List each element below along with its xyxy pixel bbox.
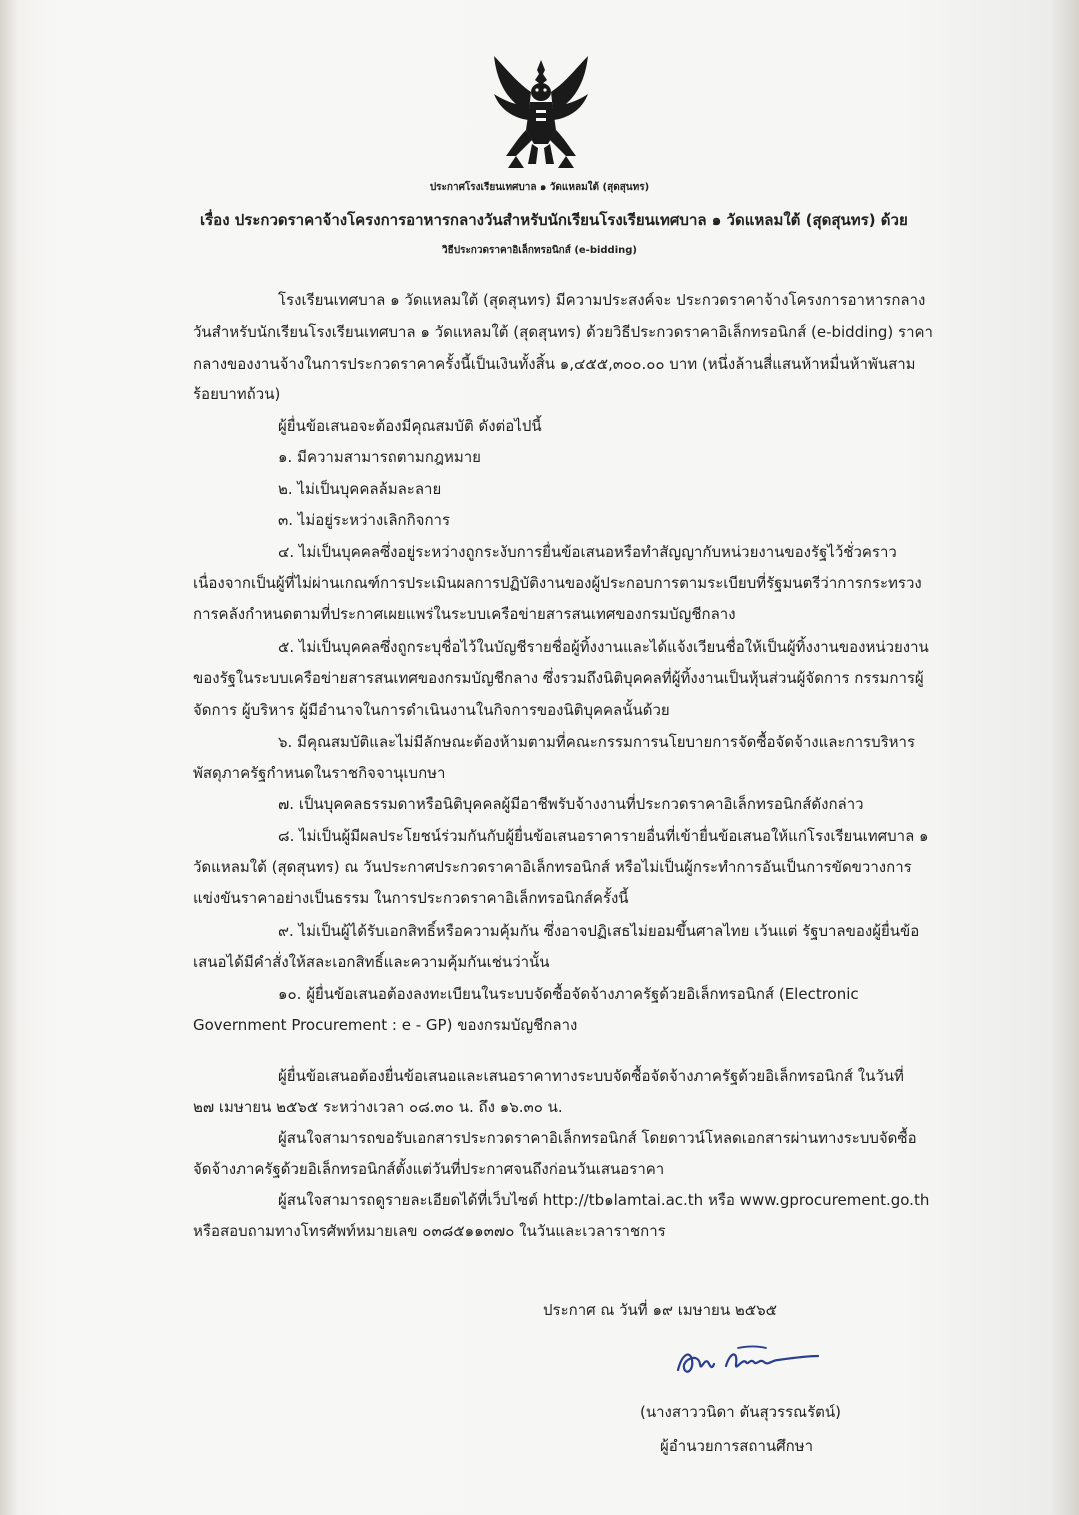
qualification-item-9-line-1: ๙. ไม่เป็นผู้ได้รับเอกสิทธิ์หรือความคุ้มกัน ซึ่งอาจปฏิเสธไม่ยอมขึ้นศาลไทย เว้นแต่ รัฐบาลของผู้ยื่นข้อ: [278, 922, 920, 940]
qualification-item-5-line-3: จัดการ ผู้บริหาร ผู้มีอำนาจในการดำเนินงานในกิจการของนิติบุคคลนั้นด้วย: [193, 701, 670, 719]
qualification-item-3: ๓. ไม่อยู่ระหว่างเลิกกิจการ: [278, 511, 451, 529]
submission-line-1: ผู้ยื่นข้อเสนอต้องยื่นข้อเสนอและเสนอราคาทางระบบจัดซื้อจัดจ้างภาครัฐด้วยอิเล็กทรอนิกส์ ในวันที่: [278, 1067, 904, 1085]
qualification-item-5-line-1: ๕. ไม่เป็นบุคคลซึ่งถูกระบุชื่อไว้ในบัญชีรายชื่อผู้ทิ้งงานและได้แจ้งเวียนชื่อให้เป็นผู้ทิ้งงานของหน่วยงาน: [278, 638, 929, 656]
handwritten-signature: [668, 1340, 828, 1384]
qualification-item-2: ๒. ไม่เป็นบุคคลล้มละลาย: [278, 480, 442, 498]
subject-line-2: วิธีประกวดราคาอิเล็กทรอนิกส์ (e-bidding): [442, 245, 637, 256]
qualification-item-8-line-1: ๘. ไม่เป็นผู้มีผลประโยชน์ร่วมกันกับผู้ยื่นข้อเสนอราคารายอื่นที่เข้ายื่นข้อเสนอให้แก่โรงเรียนเทศบาล ๑: [278, 827, 929, 845]
qualification-item-8-line-3: แข่งขันราคาอย่างเป็นธรรม ในการประกวดราคาอิเล็กทรอนิกส์ครั้งนี้: [193, 889, 629, 907]
qualification-item-4-line-3: การคลังกำหนดตามที่ประกาศเผยแพร่ในระบบเครือข่ายสารสนเทศของกรมบัญชีกลาง: [193, 605, 736, 623]
qualification-item-10-line-1: ๑๐. ผู้ยื่นข้อเสนอต้องลงทะเบียนในระบบจัดซื้อจัดจ้างภาครัฐด้วยอิเล็กทรอนิกส์ (Electronic: [278, 985, 859, 1003]
submission-line-2: ๒๗ เมษายน ๒๕๖๕ ระหว่างเวลา ๐๘.๓๐ น. ถึง ๑๖.๓๐ น.: [193, 1098, 563, 1116]
subject-line-1: เรื่อง ประกวดราคาจ้างโครงการอาหารกลางวันสำหรับนักเรียนโรงเรียนเทศบาล ๑ วัดแหลมใต้ (สุดสุนทร) ด้วย: [200, 211, 908, 229]
signer-position: ผู้อำนวยการสถานศึกษา: [660, 1437, 814, 1455]
qualification-item-10-line-2: Government Procurement : e - GP) ของกรมบัญชีกลาง: [193, 1016, 578, 1034]
download-line-2: จัดจ้างภาครัฐด้วยอิเล็กทรอนิกส์ตั้งแต่วันที่ประกาศจนถึงก่อนวันเสนอราคา: [193, 1160, 665, 1178]
download-line-1: ผู้สนใจสามารถขอรับเอกสารประกวดราคาอิเล็กทรอนิกส์ โดยดาวน์โหลดเอกสารผ่านทางระบบจัดซื้อ: [278, 1129, 917, 1147]
contact-line-2: หรือสอบถามทางโทรศัพท์หมายเลข ๐๓๘๕๑๑๓๗๐ ในวันและเวลาราชการ: [193, 1222, 666, 1240]
announcement-date: ประกาศ ณ วันที่ ๑๙ เมษายน ๒๕๖๕: [543, 1301, 777, 1319]
contact-line-1: ผู้สนใจสามารถดูรายละเอียดได้ที่เว็บไซต์ http://tb๑lamtai.ac.th หรือ www.gprocurement.go.th: [278, 1191, 930, 1209]
qualifications-heading: ผู้ยื่นข้อเสนอจะต้องมีคุณสมบัติ ดังต่อไปนี้: [278, 417, 542, 435]
qualification-item-1: ๑. มีความสามารถตามกฎหมาย: [278, 448, 481, 466]
qualification-item-6-line-2: พัสดุภาครัฐกำหนดในราชกิจจานุเบกษา: [193, 764, 446, 782]
announcement-heading: ประกาศโรงเรียนเทศบาล ๑ วัดแหลมใต้ (สุดสุนทร): [429, 182, 650, 193]
intro-line-3: กลางของงานจ้างในการประกวดราคาครั้งนี้เป็นเงินทั้งสิ้น ๑,๔๕๕,๓๐๐.๐๐ บาท (หนึ่งล้านสี่แสนห้าหมื่นห้าพันสาม: [193, 355, 916, 373]
intro-line-2: วันสำหรับนักเรียนโรงเรียนเทศบาล ๑ วัดแหลมใต้ (สุดสุนทร) ด้วยวิธีประกวดราคาอิเล็กทรอนิกส์ (e-bidding) ราคา: [193, 323, 933, 341]
qualification-item-7: ๗. เป็นบุคคลธรรมดาหรือนิติบุคคลผู้มีอาชีพรับจ้างงานที่ประกวดราคาอิเล็กทรอนิกส์ดังกล่าว: [278, 795, 864, 813]
garuda-emblem: [486, 52, 596, 172]
qualification-item-4-line-1: ๔. ไม่เป็นบุคคลซึ่งอยู่ระหว่างถูกระงับการยื่นข้อเสนอหรือทำสัญญากับหน่วยงานของรัฐไว้ชั่วคราว: [278, 543, 897, 561]
qualification-item-6-line-1: ๖. มีคุณสมบัติและไม่มีลักษณะต้องห้ามตามที่คณะกรรมการนโยบายการจัดซื้อจัดจ้างและการบริหาร: [278, 733, 916, 751]
signer-name: (นางสาววนิดา ตันสุวรรณรัตน์): [640, 1403, 841, 1421]
intro-line-1: โรงเรียนเทศบาล ๑ วัดแหลมใต้ (สุดสุนทร) มีความประสงค์จะ ประกวดราคาจ้างโครงการอาหารกลาง: [278, 291, 926, 309]
qualification-item-9-line-2: เสนอได้มีคำสั่งให้สละเอกสิทธิ์และความคุ้มกันเช่นว่านั้น: [193, 953, 550, 971]
intro-line-4: ร้อยบาทถ้วน): [193, 385, 281, 403]
qualification-item-4-line-2: เนื่องจากเป็นผู้ที่ไม่ผ่านเกณฑ์การประเมินผลการปฏิบัติงานของผู้ประกอบการตามระเบียบที่รัฐมนตรีว่าการกระทรวง: [193, 574, 922, 592]
qualification-item-5-line-2: ของรัฐในระบบเครือข่ายสารสนเทศของกรมบัญชีกลาง ซึ่งรวมถึงนิติบุคคลที่ผู้ทิ้งงานเป็นหุ้นส่วนผู้จัดการ กรรมการผู้: [193, 669, 924, 687]
qualification-item-8-line-2: วัดแหลมใต้ (สุดสุนทร) ณ วันประกาศประกวดราคาอิเล็กทรอนิกส์ หรือไม่เป็นผู้กระทำการอันเป็นการขัดขวางการ: [193, 858, 912, 876]
